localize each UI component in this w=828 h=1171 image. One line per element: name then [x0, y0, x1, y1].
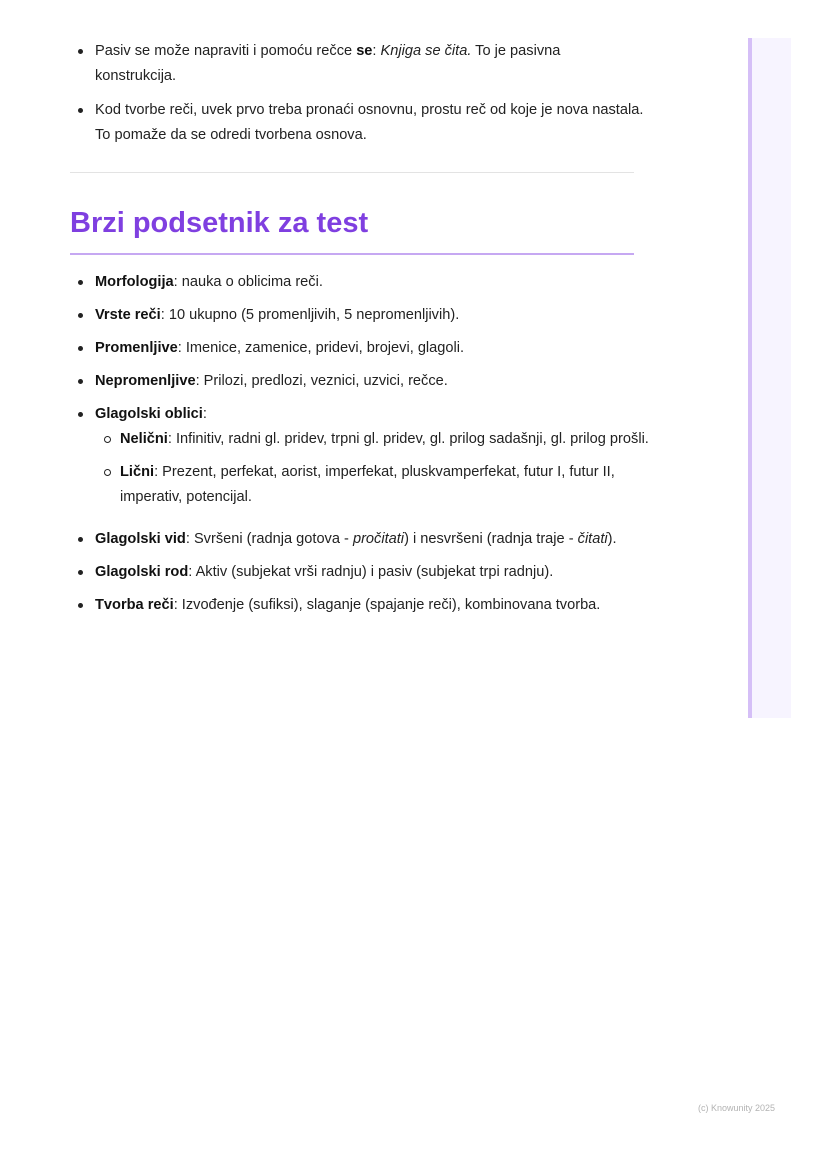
list-item: Tvorba reči: Izvođenje (sufiksi), slaganje (spajanje reči), kombinovana tvorba. — [95, 593, 655, 618]
section-divider — [70, 172, 634, 173]
list-item: Glagolski oblici: Nelični: Infinitiv, radni gl. pridev, trpni gl. pridev, gl. prilog sadašnji, gl. prilog prošli. Lični: Prezent, perfekat, aorist, imperfekat, pluskvamperfekat, futur I, futur II, imperativ, potencijal. — [95, 402, 655, 510]
verb-forms-sublist — [95, 427, 655, 510]
intro-list — [70, 39, 645, 148]
summary-list — [70, 270, 655, 618]
list-item: Glagolski vid: Svršeni (radnja gotova - pročitati) i nesvršeni (radnja traje - čitati). — [95, 527, 655, 552]
list-item: Morfologija: nauka o oblicima reči. — [95, 270, 655, 295]
list-item: Promenljive: Imenice, zamenice, pridevi, brojevi, glagoli. — [95, 336, 655, 361]
bold-term: se — [356, 43, 373, 59]
list-item: Glagolski rod: Aktiv (subjekat vrši radnju) i pasiv (subjekat trpi radnju). — [95, 560, 655, 585]
copyright-footer: (c) Knowunity 2025 — [697, 1103, 775, 1113]
list-item: Nepromenljive: Prilozi, predlozi, veznici, uzvici, rečce. — [95, 369, 655, 394]
list-item: Vrste reči: 10 ukupno (5 promenljivih, 5 nepromenljivih). — [95, 303, 655, 328]
sublist-item: Lični: Prezent, perfekat, aorist, imperfekat, pluskvamperfekat, futur I, futur II, imperativ, potencijal. — [120, 460, 655, 510]
example-sentence: Knjiga se čita. — [380, 43, 472, 59]
side-panel — [748, 38, 791, 718]
list-item: Pasiv se može napraviti i pomoću rečce se: Knjiga se čita. To je pasivna konstrukcija. — [95, 39, 645, 89]
sublist-item: Nelični: Infinitiv, radni gl. pridev, trpni gl. pridev, gl. prilog sadašnji, gl. prilog prošli. — [120, 427, 655, 452]
section-heading: Brzi podsetnik za test — [70, 204, 634, 255]
list-item: Kod tvorbe reči, uvek prvo treba pronaći osnovnu, prostu reč od koje je nova nastala. To pomaže da se odredi tvorbena osnova. — [95, 98, 645, 148]
